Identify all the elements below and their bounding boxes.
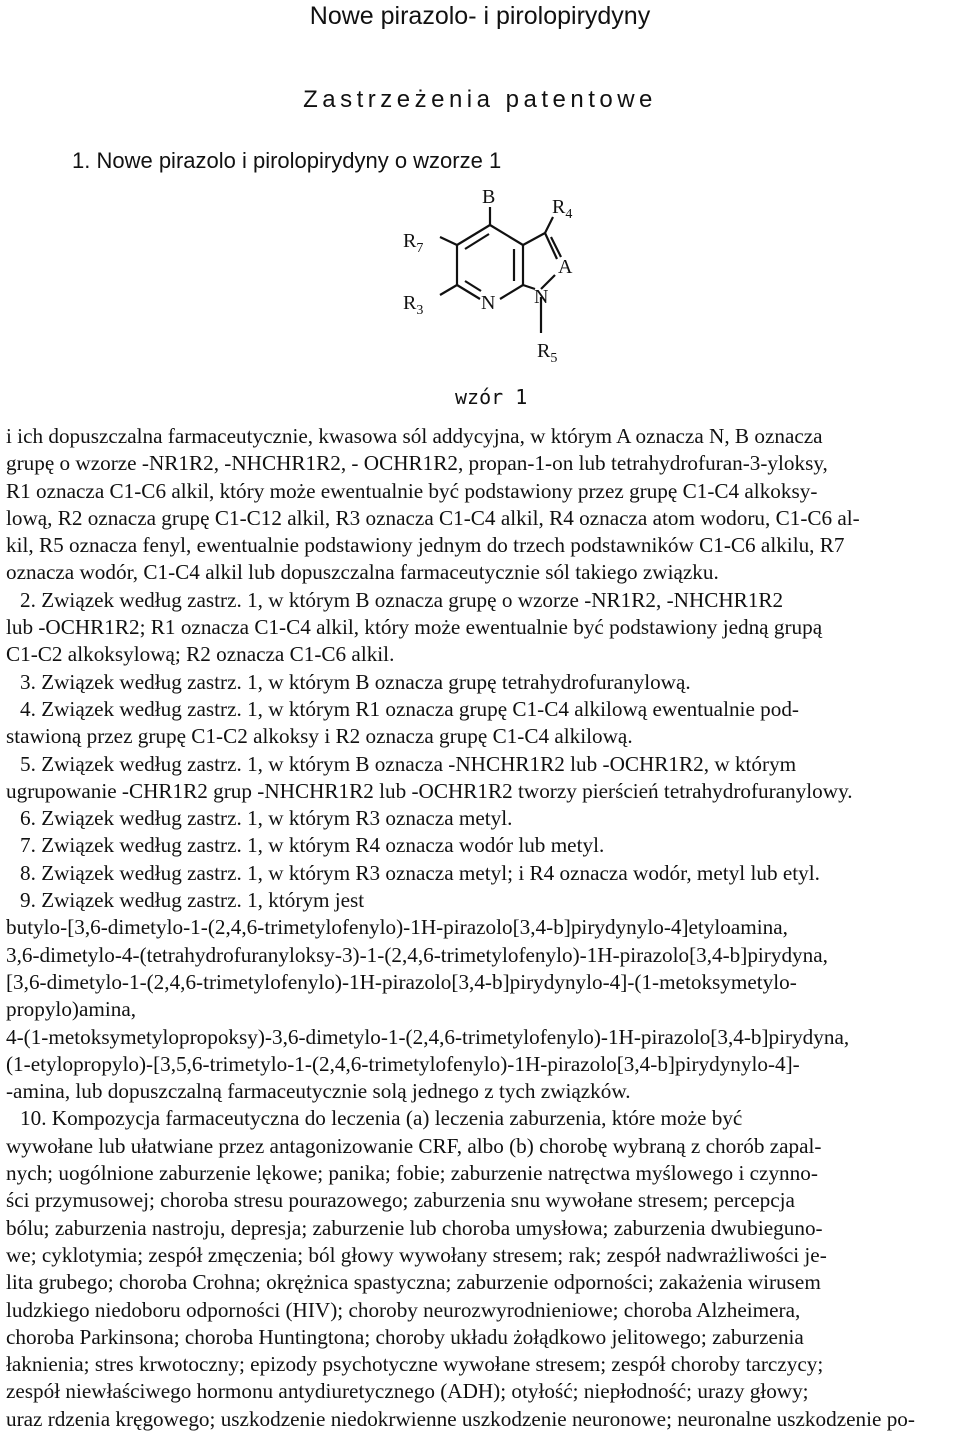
text-line: ści przymusowej; choroba stresu pourazowego; zaburzenia snu wywołane stresem; percepcja [6,1188,795,1213]
label-r4: $R_4$ [552,196,573,222]
text-line: zespół niewłaściwego hormonu antydiuretycznego (ADH); otyłość; niepłodność; urazy głowy; [6,1379,809,1404]
text-line: choroba Parkinsona; choroba Huntingtona; choroby układu żołądkowo jelitowego; zaburzenia [6,1324,804,1349]
text-line: nych; uogólnione zaburzenie lękowe; panika; fobie; zaburzenie natręctwa myślowego i czynno- [6,1161,818,1186]
text-line: ugrupowanie -CHR1R2 grup -NHCHR1R2 lub -OCHR1R2 tworzy pierścień tetrahydrofuranylowy. [6,778,853,803]
text-line: bólu; zaburzenia nastroju, depresja; zaburzenie lub choroba umysłowa; zaburzenia dwubieguno- [6,1215,823,1240]
text-line: [3,6-dimetylo-1-(2,4,6-trimetylofenylo)-1H-pirazolo[3,4-b]pirydynylo-4]-(1-metoksymetylo- [6,969,797,994]
claim-3: 3. Związek według zastrz. 1, w którym B oznacza grupę tetrahydrofuranylową. [20,669,691,694]
text-line: butylo-[3,6-dimetylo-1-(2,4,6-trimetylofenylo)-1H-pirazolo[3,4-b]pirydynylo-4]etyloamina, [6,915,788,940]
text-line: C1-C2 alkoksylową; R2 oznacza C1-C6 alkil. [6,642,395,667]
text-line: wywołane lub ułatwiane przez antagonizowanie CRF, albo (b) chorobę wybraną z chorób zapal- [6,1133,822,1158]
text-line: (1-etylopropylo)-[3,5,6-trimetylo-1-(2,4,6-trimetylofenylo)-1H-pirazolo[3,4-b]pirydynylo-4]- [6,1051,800,1076]
text-line: propylo)amina, [6,997,137,1022]
text-line: lita grubego; choroba Crohna; okrężnica spastyczna; zaburzenie odporności; zakażenia wirusem [6,1270,821,1295]
text-line: lub -OCHR1R2; R1 oznacza C1-C4 alkil, który może ewentualnie być podstawiony jedną grupą [6,615,823,640]
claim-6: 6. Związek według zastrz. 1, w którym R3 oznacza metyl. [20,806,513,831]
text-line: łaknienia; stres krwotoczny; epizody psychotyczne wywołane stresem; zespół choroby tarczycy; [6,1352,824,1377]
text-line: ludzkiego niedoboru odporności (HIV); choroby neurozwyrodnieniowe; choroba Alzheimera, [6,1297,801,1322]
claim-8: 8. Związek według zastrz. 1, w którym R3 oznacza metyl; i R4 oznacza wodór, metyl lub etyl. [20,860,820,885]
text-line: kil, R5 oznacza fenyl, ewentualnie podstawiony jednym do trzech podstawników C1-C6 alkilu, R7 [6,533,845,558]
label-n-pyrazole: N [534,286,549,308]
label-r7: $R_7$ [403,230,424,256]
label-n-pyridine: N [481,292,496,314]
page-title: Nowe pirazolo- i pirolopirydyny [309,2,651,30]
claim-10: 10. Kompozycja farmaceutyczna do leczenia (a) leczenia zaburzenia, które może być [20,1106,743,1131]
label-r3: $R_3$ [403,292,424,318]
claims-text [6,423,956,1433]
section-title: Zastrzeżenia patentowe [303,86,657,113]
claim-4: 4. Związek według zastrz. 1, w którym R1 oznacza grupę C1-C4 alkilową ewentualnie pod- [20,696,799,721]
claim-7: 7. Związek według zastrz. 1, w którym R4 oznacza wodór lub metyl. [20,833,605,858]
claim-5: 5. Związek według zastrz. 1, w którym B oznacza -NHCHR1R2 lub -OCHR1R2, w którym [20,751,797,776]
pyridine-ring [457,225,523,299]
claim-2: 2. Związek według zastrz. 1, w którym B oznacza grupę o wzorze -NR1R2, -NHCHR1R2 [20,587,784,612]
pyrazole-ring [523,233,561,289]
text-line: we; cyklotymia; zespół zmęczenia; ból głowy wywołany stresem; rak; zespół nadwrażliwości je- [6,1242,827,1267]
text-line: 4-(1-metoksymetylopropoksy)-3,6-dimetylo-1-(2,4,6-trimetylofenylo)-1H-pirazolo[3,4-b]pirydyna, [6,1024,850,1049]
claim-9: 9. Związek według zastrz. 1, którym jest [20,888,365,913]
text-line: -amina, lub dopuszczalną farmaceutycznie solą jednego z tych związków. [6,1079,631,1104]
formula-label: wzór 1 [455,385,528,409]
text-line: oznacza wodór, C1-C4 alkil lub dopuszczalna farmaceutycznie sól takiego związku. [6,560,719,585]
label-b: B [482,186,496,208]
claim-1-intro: 1. Nowe pirazolo i pirolopirydyny o wzorze 1 [72,148,502,173]
chemical-structure-diagram [395,185,595,375]
label-r5: $R_5$ [537,340,558,366]
label-a: A [558,256,573,278]
text-line: i ich dopuszczalna farmaceutycznie, kwasowa sól addycyjna, w którym A oznacza N, B oznacza [6,424,823,448]
text-line: stawioną przez grupę C1-C2 alkoksy i R2 oznacza grupę C1-C4 alkilową. [6,724,633,749]
text-line: grupę o wzorze -NR1R2, -NHCHR1R2, - OCHR1R2, propan-1-on lub tetrahydrofuran-3-yloksy, [6,451,828,476]
text-line: R1 oznacza C1-C6 alkil, który może ewentualnie być podstawiony przez grupę C1-C4 alkoksy- [6,478,818,503]
text-line: uraz rdzenia kręgowego; uszkodzenie niedokrwienne uszkodzenie neuronowe; neuronalne uszkodzenie po- [6,1406,915,1431]
text-line: lową, R2 oznacza grupę C1-C12 alkil, R3 oznacza C1-C4 alkil, R4 oznacza atom wodoru, C1-C6 al- [6,505,860,530]
text-line: 3,6-dimetylo-4-(tetrahydrofuranyloksy-3)-1-(2,4,6-trimetylofenylo)-1H-pirazolo[3,4-b]pirydyna, [6,942,828,967]
